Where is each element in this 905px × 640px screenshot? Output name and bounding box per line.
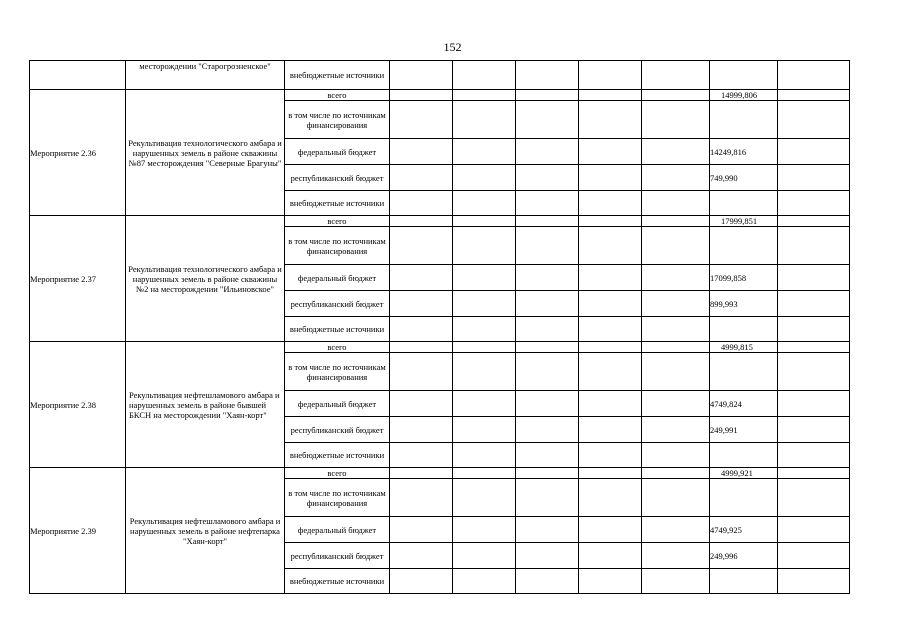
measure-name: Мероприятие 2.39 xyxy=(30,468,126,594)
empty-cell xyxy=(778,342,850,353)
source-label: республиканский бюджет xyxy=(285,165,390,191)
source-label: внебюджетные источники xyxy=(285,191,390,216)
empty-cell xyxy=(642,417,710,443)
empty-cell xyxy=(579,417,642,443)
empty-cell xyxy=(642,517,710,543)
empty-cell xyxy=(778,165,850,191)
table-row xyxy=(30,90,850,101)
amount-republic: 899,993 xyxy=(710,291,778,317)
empty-cell xyxy=(642,443,710,468)
empty-cell xyxy=(516,216,579,227)
empty-cell xyxy=(390,543,453,569)
empty-cell xyxy=(710,191,778,216)
source-label: республиканский бюджет xyxy=(285,291,390,317)
empty-cell xyxy=(453,517,516,543)
empty-cell xyxy=(579,291,642,317)
empty-cell xyxy=(710,317,778,342)
empty-cell xyxy=(778,227,850,265)
empty-cell xyxy=(516,569,579,594)
source-label: внебюджетные источники xyxy=(285,443,390,468)
empty-cell xyxy=(390,101,453,139)
empty-cell xyxy=(579,139,642,165)
empty-cell xyxy=(453,139,516,165)
empty-cell xyxy=(642,227,710,265)
amount-republic: 249,991 xyxy=(710,417,778,443)
measure-description: Рекультивация нефтешламового амбара и нарушенных земель в районе бывшей БКСН на месторождении "Хаян-корт" xyxy=(126,342,285,468)
empty-cell xyxy=(710,353,778,391)
empty-cell xyxy=(579,101,642,139)
empty-cell xyxy=(453,165,516,191)
empty-cell xyxy=(390,90,453,101)
empty-cell xyxy=(516,443,579,468)
amount-federal: 4749,925 xyxy=(710,517,778,543)
amount-federal: 17099,858 xyxy=(710,265,778,291)
empty-cell xyxy=(710,479,778,517)
source-label: федеральный бюджет xyxy=(285,139,390,165)
empty-cell xyxy=(778,417,850,443)
empty-cell xyxy=(390,417,453,443)
empty-cell xyxy=(390,342,453,353)
empty-cell xyxy=(642,543,710,569)
empty-cell xyxy=(642,342,710,353)
amount-federal: 14249,816 xyxy=(710,139,778,165)
empty-cell xyxy=(390,317,453,342)
empty-cell xyxy=(778,265,850,291)
empty-cell xyxy=(516,90,579,101)
empty-cell xyxy=(642,191,710,216)
source-label: в том числе по источникам финансирования xyxy=(285,479,390,517)
measure-name: Мероприятие 2.37 xyxy=(30,216,126,342)
empty-cell xyxy=(710,101,778,139)
empty-cell xyxy=(778,191,850,216)
source-label: в том числе по источникам финансирования xyxy=(285,227,390,265)
empty-cell xyxy=(579,265,642,291)
source-label: внебюджетные источники xyxy=(285,61,390,90)
empty-cell xyxy=(390,517,453,543)
measure-description: Рекультивация нефтешламового амбара и нарушенных земель в районе нефтепарка "Хаян-корт" xyxy=(126,468,285,594)
empty-cell xyxy=(579,317,642,342)
source-label: в том числе по источникам финансирования xyxy=(285,101,390,139)
amount-total: 17999,851 xyxy=(710,216,778,227)
empty-cell xyxy=(453,543,516,569)
empty-cell xyxy=(579,479,642,517)
empty-cell xyxy=(516,317,579,342)
table-body xyxy=(30,61,850,594)
empty-cell xyxy=(390,165,453,191)
empty-cell xyxy=(516,517,579,543)
empty-cell xyxy=(642,479,710,517)
source-label: всего xyxy=(285,468,390,479)
empty-cell xyxy=(453,191,516,216)
empty-cell xyxy=(579,191,642,216)
empty-cell xyxy=(516,391,579,417)
table-row xyxy=(30,342,850,353)
empty-cell xyxy=(579,216,642,227)
empty-cell xyxy=(390,443,453,468)
source-label: федеральный бюджет xyxy=(285,517,390,543)
empty-cell xyxy=(642,468,710,479)
empty-cell xyxy=(453,417,516,443)
empty-cell xyxy=(579,391,642,417)
empty-cell xyxy=(642,317,710,342)
empty-cell xyxy=(453,90,516,101)
empty-cell xyxy=(516,291,579,317)
empty-cell xyxy=(390,353,453,391)
empty-cell xyxy=(778,517,850,543)
empty-cell xyxy=(778,101,850,139)
source-label: всего xyxy=(285,216,390,227)
source-label: республиканский бюджет xyxy=(285,543,390,569)
measure-cell xyxy=(30,61,126,90)
empty-cell xyxy=(778,139,850,165)
empty-cell xyxy=(453,569,516,594)
empty-cell xyxy=(778,317,850,342)
empty-cell xyxy=(579,227,642,265)
empty-cell xyxy=(516,342,579,353)
measure-name: Мероприятие 2.38 xyxy=(30,342,126,468)
source-label: республиканский бюджет xyxy=(285,417,390,443)
empty-cell xyxy=(390,227,453,265)
empty-cell xyxy=(778,479,850,517)
empty-cell xyxy=(453,101,516,139)
empty-cell xyxy=(390,468,453,479)
empty-cell xyxy=(516,265,579,291)
empty-cell xyxy=(778,443,850,468)
empty-cell xyxy=(579,569,642,594)
empty-cell xyxy=(642,265,710,291)
financing-table xyxy=(29,60,850,594)
empty-cell xyxy=(390,216,453,227)
empty-cell xyxy=(710,443,778,468)
empty-cell xyxy=(642,353,710,391)
empty-cell xyxy=(390,569,453,594)
source-label: всего xyxy=(285,342,390,353)
empty-cell xyxy=(642,391,710,417)
empty-cell xyxy=(579,468,642,479)
empty-cell xyxy=(516,468,579,479)
amount-federal: 4749,824 xyxy=(710,391,778,417)
empty-cell xyxy=(579,543,642,569)
empty-cell xyxy=(710,569,778,594)
empty-cell xyxy=(516,417,579,443)
empty-cell xyxy=(453,443,516,468)
source-label: в том числе по источникам финансирования xyxy=(285,353,390,391)
empty-cell xyxy=(579,165,642,191)
empty-cell xyxy=(453,291,516,317)
empty-cell xyxy=(453,468,516,479)
empty-cell xyxy=(390,391,453,417)
source-label: внебюджетные источники xyxy=(285,317,390,342)
amount-total: 4999,921 xyxy=(710,468,778,479)
empty-cell xyxy=(778,291,850,317)
table-row xyxy=(30,468,850,479)
empty-cell xyxy=(778,569,850,594)
empty-cell xyxy=(390,191,453,216)
amount-total: 4999,815 xyxy=(710,342,778,353)
empty-cell xyxy=(778,90,850,101)
empty-cell xyxy=(642,291,710,317)
empty-cell xyxy=(453,216,516,227)
empty-cell xyxy=(390,479,453,517)
empty-cell xyxy=(579,90,642,101)
empty-cell xyxy=(516,165,579,191)
empty-cell xyxy=(390,265,453,291)
empty-cell xyxy=(642,216,710,227)
empty-cell xyxy=(453,353,516,391)
empty-cell xyxy=(516,227,579,265)
empty-cell xyxy=(453,391,516,417)
empty-cell xyxy=(453,227,516,265)
empty-cell xyxy=(516,543,579,569)
empty-cell xyxy=(453,342,516,353)
empty-cell xyxy=(453,265,516,291)
amount-republic: 249,996 xyxy=(710,543,778,569)
empty-cell xyxy=(778,216,850,227)
empty-cell xyxy=(516,191,579,216)
empty-cell xyxy=(642,90,710,101)
measure-description: месторождении "Старогрозненское" xyxy=(126,61,285,90)
empty-cell xyxy=(778,468,850,479)
empty-cell xyxy=(642,165,710,191)
empty-cell xyxy=(516,479,579,517)
empty-cell xyxy=(516,101,579,139)
empty-cell xyxy=(778,391,850,417)
empty-cell xyxy=(579,443,642,468)
empty-cell xyxy=(710,227,778,265)
empty-cell xyxy=(579,353,642,391)
measure-description: Рекультивация технологического амбара и нарушенных земель в районе скважины №87 месторождения "Северные Брагуны" xyxy=(126,90,285,216)
empty-cell xyxy=(642,101,710,139)
empty-cell xyxy=(778,543,850,569)
empty-cell xyxy=(453,317,516,342)
measure-name: Мероприятие 2.36 xyxy=(30,90,126,216)
source-label: федеральный бюджет xyxy=(285,265,390,291)
table-row xyxy=(30,216,850,227)
empty-cell xyxy=(778,353,850,391)
empty-cell xyxy=(390,291,453,317)
empty-cell xyxy=(516,353,579,391)
amount-total: 14999,806 xyxy=(710,90,778,101)
empty-cell xyxy=(516,139,579,165)
empty-cell xyxy=(453,479,516,517)
carryover-row xyxy=(30,61,850,90)
amount-republic: 749,990 xyxy=(710,165,778,191)
source-label: внебюджетные источники xyxy=(285,569,390,594)
empty-cell xyxy=(642,139,710,165)
page-number: 152 xyxy=(443,40,462,54)
measure-description: Рекультивация технологического амбара и нарушенных земель в районе скважины №2 на месторождении "Ильиновское" xyxy=(126,216,285,342)
empty-cell xyxy=(642,569,710,594)
source-label: федеральный бюджет xyxy=(285,391,390,417)
empty-cell xyxy=(579,517,642,543)
empty-cell xyxy=(579,342,642,353)
empty-cell xyxy=(390,139,453,165)
source-label: всего xyxy=(285,90,390,101)
